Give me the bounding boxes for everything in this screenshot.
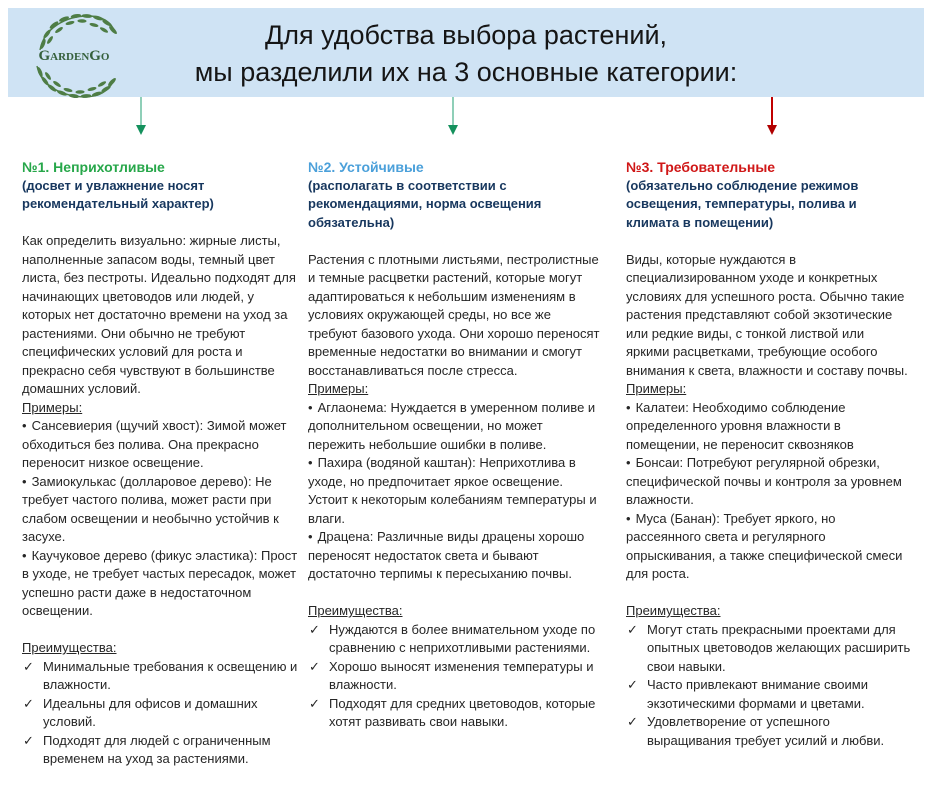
example-item <box>308 399 601 455</box>
category-subtitle: (досвет и увлажнение носят рекомендательный характер) <box>22 177 214 211</box>
checkmark-icon: ✓ <box>627 677 638 692</box>
advantages-label: Преимущества: <box>22 640 117 655</box>
advantage-text: Идеальны для офисов и домашних условий. <box>43 695 258 729</box>
example-text: Сансевиерия (щучий хвост): Зимой может обходиться без полива. Она прекрасно переносит низкое освещение. <box>22 418 287 470</box>
bullet-icon: • <box>308 399 313 415</box>
advantage-text: Могут стать прекрасными проектами для опытных цветоводов желающих расширить свои навыки. <box>647 621 911 674</box>
example-item <box>22 417 300 473</box>
page-title-line2: мы разделили их на 3 основные категории: <box>194 57 738 87</box>
checkmark-icon: ✓ <box>627 621 638 637</box>
example-text: Каучуковое дерево (фикус эластика): Прост в уходе, не требует частых пересадок, может успешно расти даже в недостаточном освещении. <box>22 547 298 618</box>
checkmark-icon: ✓ <box>23 695 34 711</box>
category-columns <box>22 158 911 769</box>
header-band <box>8 8 924 97</box>
category-description: Растения с плотными листьями, пестролистные и темные расцветки растений, которые могут адаптироваться к небольшим изменениям в условиях окружающей среды, но все же требуют базового ухода. Они хорошо переносят временные недостатки во внимании и смогут восстанавливаться после стресса. <box>308 251 600 378</box>
examples-label: Примеры: <box>22 399 83 415</box>
advantage-text: Удовлетворение от успешного выращивания требует усилий и любви. <box>647 714 885 748</box>
examples-label: Примеры: <box>626 381 687 396</box>
bullet-icon: • <box>308 529 313 544</box>
checkmark-icon: ✓ <box>23 658 34 674</box>
page-title <box>8 17 924 91</box>
advantage-item <box>308 695 601 732</box>
checkmark-icon: ✓ <box>627 714 638 729</box>
bullet-icon: • <box>626 455 631 470</box>
logo-text: GardenGo <box>38 48 110 64</box>
advantage-text: Подходят для людей с ограниченным временем на уход за растениями. <box>43 732 271 766</box>
category-heading: №3. Требовательные <box>626 159 776 175</box>
bullet-icon: • <box>308 455 313 470</box>
example-text: Аглаонема: Нуждается в умеренном поливе и дополнительном освещении, но может пережить небольшие ошибки в поливе. <box>308 399 596 452</box>
advantages-list <box>308 621 601 732</box>
down-arrow-icon <box>135 97 147 136</box>
advantage-item <box>22 732 300 769</box>
advantage-text: Нуждаются в более внимательном уходе по сравнению с неприхотливыми растениями. <box>329 621 596 655</box>
checkmark-icon: ✓ <box>309 621 320 637</box>
bullet-icon: • <box>626 399 631 415</box>
category-heading: №1. Неприхотливые <box>22 159 165 175</box>
advantage-item <box>308 621 601 658</box>
example-item <box>626 510 911 584</box>
advantage-text: Хорошо выносят изменения температуры и влажности. <box>329 658 594 692</box>
advantages-label: Преимущества: <box>308 603 403 618</box>
advantage-item <box>626 676 911 713</box>
down-arrow-icon <box>447 97 459 136</box>
bullet-icon: • <box>22 547 27 563</box>
example-item <box>22 473 300 547</box>
advantage-item <box>22 695 300 732</box>
examples-label: Примеры: <box>308 381 369 396</box>
checkmark-icon: ✓ <box>309 658 320 674</box>
category-heading: №2. Устойчивые <box>308 159 424 175</box>
example-text: Замиокулькас (долларовое дерево): Не требует частого полива, может расти при слабом освещении и необычно устойчив к засухе. <box>22 473 279 544</box>
category-column-resilient <box>308 158 601 769</box>
example-item <box>308 528 601 584</box>
example-text: Драцена: Различные виды драцены хорошо переносят недостаток света и бывают достаточно терпимы к пересыханию почвы. <box>308 529 585 581</box>
advantage-item <box>22 658 300 695</box>
advantages-list <box>22 658 300 769</box>
page-title-line1: Для удобства выбора растений, <box>264 20 668 50</box>
example-item <box>22 547 300 621</box>
advantage-text: Минимальные требования к освещению и влажности. <box>43 658 298 692</box>
category-subtitle: (обязательно соблюдение режимов освещения, температуры, полива и климата в помещении) <box>626 177 859 230</box>
category-column-unpretentious <box>22 158 300 769</box>
advantage-item <box>626 621 911 677</box>
examples-list <box>626 399 911 584</box>
advantage-item <box>308 658 601 695</box>
advantages-list <box>626 621 911 751</box>
example-text: Муса (Банан): Требует яркого, но рассеянного света и регулярного опрыскивания, а также специфической смеси для роста. <box>626 510 903 581</box>
example-item <box>308 454 601 528</box>
example-item <box>626 399 911 455</box>
examples-list <box>22 417 300 621</box>
bullet-icon: • <box>22 418 27 433</box>
advantage-item <box>626 713 911 750</box>
example-text: Калатеи: Необходимо соблюдение определенного уровня влажности в помещении, не переносит сквозняков <box>626 399 854 452</box>
example-item <box>626 454 911 510</box>
category-description: Как определить визуально: жирные листы, наполненные запасом воды, темный цвет листа, без пестроты. Идеально подходят для начинающих цветоводов или людей, у которых нет достаточно времени на уход за растениями. Они обычно не требуют специфических условий для роста и прекрасно себя чувствуют в большинстве домашних условий. <box>22 233 296 396</box>
down-arrow-icon <box>766 97 778 136</box>
example-text: Пахира (водяной каштан): Неприхотлива в уходе, но предпочитает яркое освещение. Устоит к некоторым колебаниям температуры и влаги. <box>308 455 597 526</box>
checkmark-icon: ✓ <box>23 732 34 748</box>
checkmark-icon: ✓ <box>309 695 320 711</box>
advantage-text: Подходят для средних цветоводов, которые хотят развивать свои навыки. <box>329 695 596 729</box>
category-description: Виды, которые нуждаются в специализированном уходе и конкретных условиях для успешного роста. Обычно такие растения представляют собой экзотические или редкие виды, с тонкой листвой или яркими расцветками, требующие особого внимания к света, влажности и составу почвы. <box>626 251 908 378</box>
category-column-demanding <box>626 158 911 769</box>
examples-list <box>308 399 601 584</box>
advantages-label: Преимущества: <box>626 603 721 618</box>
example-text: Бонсаи: Потребуют регулярной обрезки, специфической почвы и контроля за уровнем влажности. <box>626 455 902 507</box>
bullet-icon: • <box>626 510 631 526</box>
bullet-icon: • <box>22 473 27 489</box>
advantage-text: Часто привлекают внимание своими экзотическими формами и цветами. <box>647 677 868 711</box>
category-subtitle: (располагать в соответствии с рекомендациями, норма освещения обязательна) <box>308 177 542 230</box>
